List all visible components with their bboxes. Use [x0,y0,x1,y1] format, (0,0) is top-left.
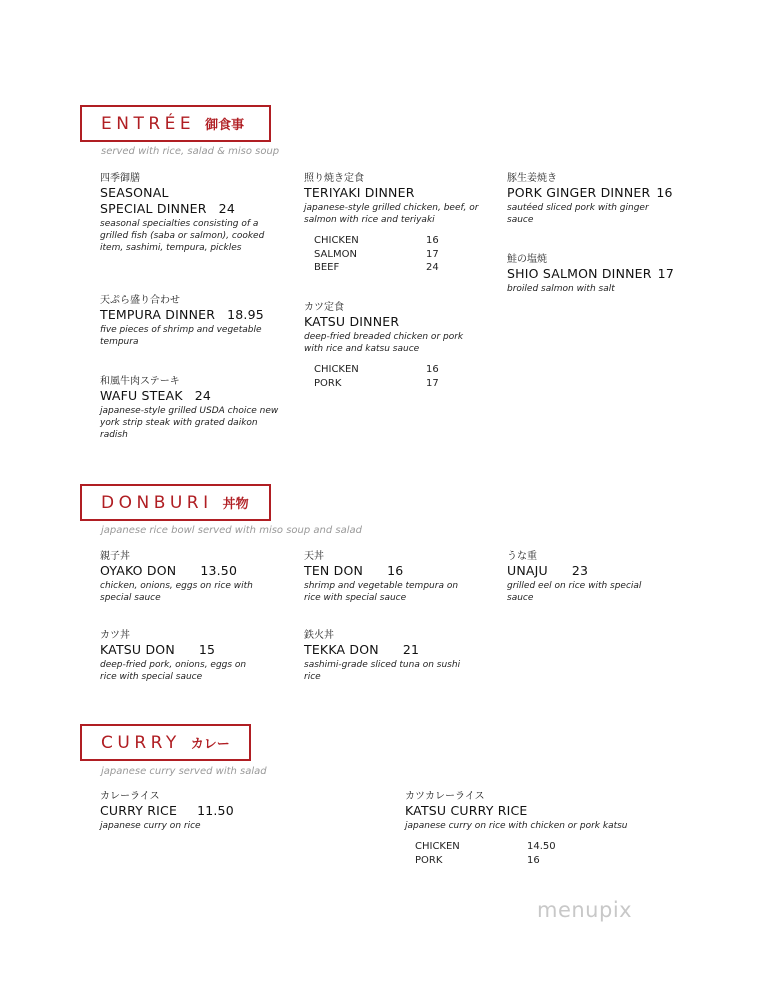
item-name: TEN DON 16 [304,563,404,578]
section-title-jp: 丼物 [222,497,249,512]
item-jp-name: カツ定食 [304,302,344,313]
menu-item-wafu-steak [100,375,280,441]
option-row: BEEF 24 [314,262,439,273]
item-price: 16 [656,185,673,200]
item-name: UNAJU 23 [507,563,589,578]
section-subtitle: japanese curry served with salad [101,766,267,777]
menu-item-katsu-dinner [304,301,479,390]
item-jp-name: カツ丼 [100,630,130,641]
item-jp-name: 豚生姜焼き [507,173,557,184]
item-options [415,840,665,867]
item-description: grilled eel on rice with special sauce [507,581,642,603]
item-name: TEMPURA DINNER 18.95 [100,307,264,322]
item-name: SHIO SALMON DINNER 17 [507,266,674,281]
section-header-curry [80,724,251,761]
watermark: menupix [537,898,633,922]
option-row: CHICKEN 16 [314,364,439,375]
menu-item-tekka-don [304,629,474,683]
item-jp-name: 和風牛肉ステーキ [100,376,180,387]
menu-item-teriyaki-dinner [304,172,479,275]
item-price: 18.95 [227,307,264,322]
item-jp-name: 鮭の塩焼 [507,254,547,265]
item-jp-name: カレーライス [100,791,160,802]
section-subtitle: served with rice, salad & miso soup [101,146,280,157]
section-header-entree [80,105,271,142]
item-jp-name: 照り焼き定食 [304,173,364,184]
item-price: 24 [194,388,212,403]
item-description: sautéed sliced pork with ginger sauce [507,203,649,225]
item-name: OYAKO DON 13.50 [100,563,238,578]
item-description: sashimi-grade sliced tuna on sushi rice [304,660,461,682]
menu-item-oyako-don [100,550,270,604]
item-description: deep-fried pork, onions, eggs on rice with special sauce [100,660,247,682]
item-options [314,363,479,390]
menu-item-shio-salmon-dinner [507,253,687,295]
menu-item-curry-rice [100,790,300,832]
section-title-jp: カレー [190,737,230,752]
item-price: 24 [218,201,235,216]
item-name: KATSU DINNER [304,314,400,329]
item-name: CURRY RICE 11.50 [100,803,234,818]
item-description: deep-fried breaded chicken or pork with rice and katsu sauce [304,332,464,354]
item-price: 23 [571,563,589,578]
section-subtitle: japanese rice bowl served with miso soup and salad [101,525,363,536]
section-title: CURRY [101,732,181,753]
item-name: SEASONAL [100,185,169,200]
item-description: broiled salmon with salt [507,284,615,294]
option-row: PORK 17 [314,377,439,389]
item-jp-name: 四季御膳 [100,173,140,184]
item-jp-name: 天ぷら盛り合わせ [100,295,180,306]
item-description: japanese curry on rice [100,821,201,831]
item-price: 11.50 [197,803,234,818]
item-price: 13.50 [200,563,238,578]
menu-item-katsu-curry-rice [405,790,665,867]
option-row: SALMON 17 [314,248,439,260]
menu-item-unaju [507,550,677,604]
item-description: seasonal specialties consisting of a grilled fish (saba or salmon), cooked item, sashimi, tempura, pickles [100,219,265,253]
item-jp-name: カツカレーライス [405,791,485,802]
item-price: 15 [198,642,216,657]
item-options [314,234,479,275]
section-header-donburi [80,484,271,521]
option-row: CHICKEN 16 [314,235,439,246]
option-row: PORK 16 [415,854,540,866]
item-name: PORK GINGER DINNER 16 [507,185,673,200]
item-name: SPECIAL DINNER 24 [100,201,235,216]
item-description: chicken, onions, eggs on rice with special sauce [100,581,253,603]
item-description: japanese curry on rice with chicken or pork katsu [405,821,628,831]
item-name: KATSU CURRY RICE [405,803,528,818]
option-row: CHICKEN 14.50 [415,841,556,852]
item-name: TERIYAKI DINNER [304,185,415,200]
menu-item-pork-ginger-dinner [507,172,687,226]
item-price: 16 [387,563,404,578]
item-jp-name: 天丼 [304,551,324,562]
menu-item-katsu-don [100,629,270,683]
section-title-jp: 御食事 [205,118,245,133]
item-jp-name: 親子丼 [100,551,130,562]
menu-item-tempura-dinner [100,294,280,348]
item-jp-name: 鉄火丼 [304,630,334,641]
item-jp-name: うな重 [507,551,537,562]
menu-item-ten-don [304,550,474,604]
section-title: ENTRÉE [101,113,196,134]
item-name: TEKKA DON 21 [304,642,420,657]
item-price: 21 [402,642,420,657]
item-description: japanese-style grilled USDA choice new york strip steak with grated daikon radish [100,406,279,440]
menu-item-seasonal-special-dinner [100,172,280,254]
item-price: 17 [657,266,674,281]
item-name: WAFU STEAK 24 [100,388,212,403]
item-description: five pieces of shrimp and vegetable tempura [100,325,262,347]
section-title: DONBURI [101,492,213,513]
item-name: KATSU DON 15 [100,642,216,657]
item-description: japanese-style grilled chicken, beef, or salmon with rice and teriyaki [304,203,479,225]
item-description: shrimp and vegetable tempura on rice with special sauce [304,581,459,603]
